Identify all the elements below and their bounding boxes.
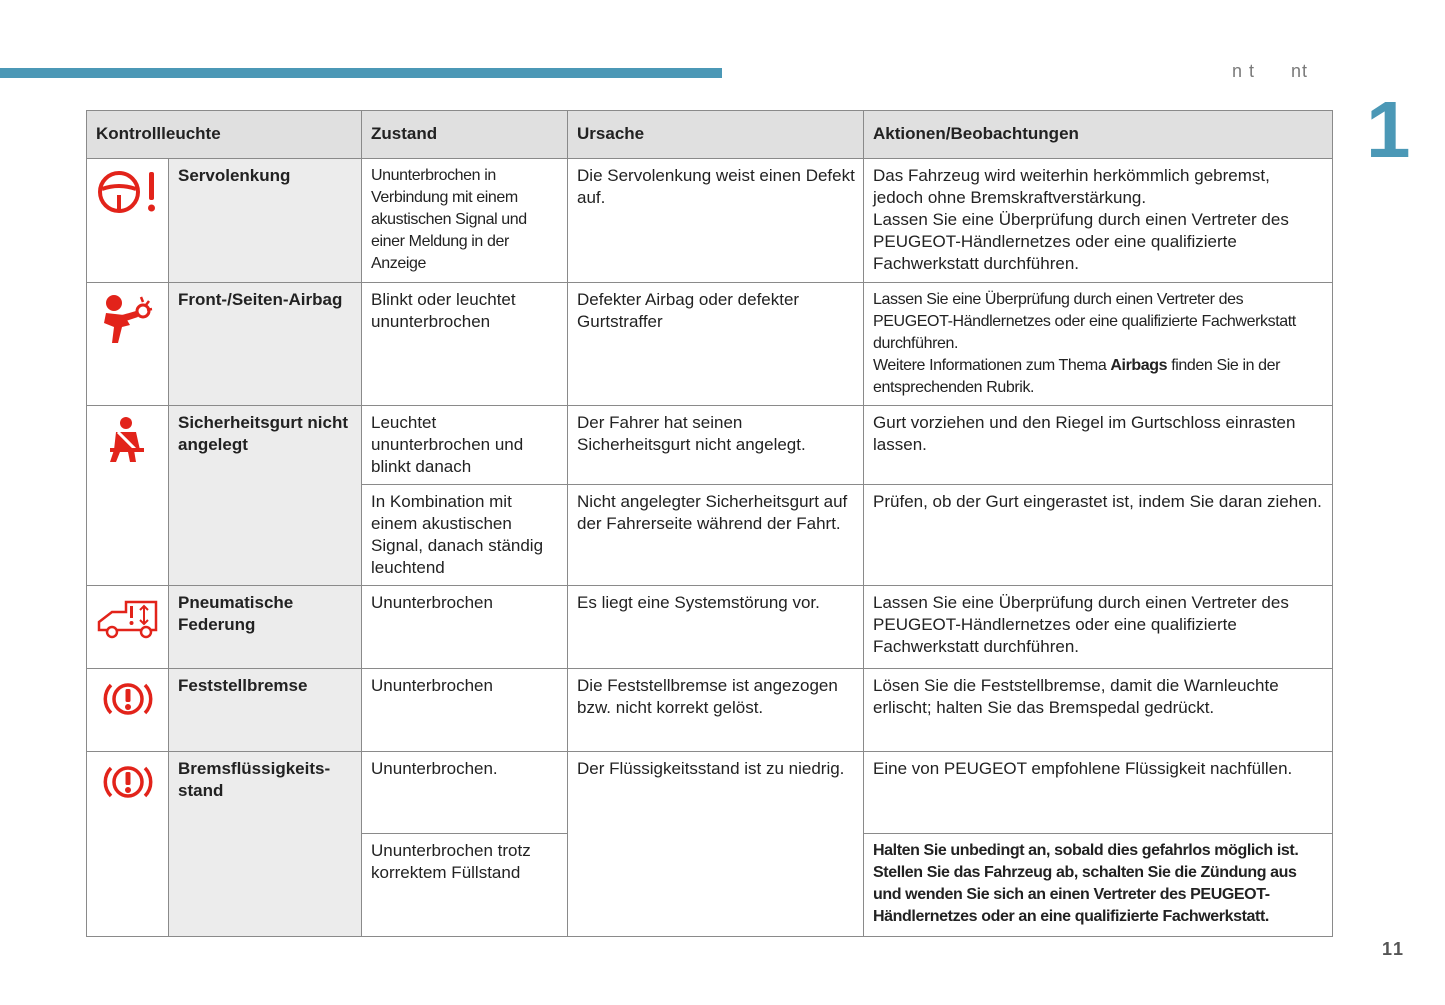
parking-brake-icon xyxy=(103,679,153,719)
row-name: Servolenkung xyxy=(169,159,362,283)
page-number: 11 xyxy=(1382,939,1406,959)
row-aktion xyxy=(864,283,1333,406)
icon-cell xyxy=(87,752,169,937)
row-ursache: Defekter Airbag oder defekter Gurtstraffer xyxy=(568,283,864,406)
row-ursache: Nicht angelegter Sicherheitsgurt auf der Fahrerseite während der Fahrt. xyxy=(568,485,864,586)
row-name: Sicherheitsgurt nicht angelegt xyxy=(169,406,362,586)
row-name: Front-/Seiten-Airbag xyxy=(169,283,362,406)
row-ursache: Der Flüssigkeitsstand ist zu niedrig. xyxy=(568,752,864,937)
row-aktion: Lösen Sie die Feststellbremse, damit die Warnleuchte erlischt; halten Sie das Bremspedal gedrückt. xyxy=(864,669,1333,752)
icon-cell xyxy=(87,159,169,283)
col-header-zustand: Zustand xyxy=(362,111,568,159)
running-title: n t nt xyxy=(1232,61,1309,81)
row-zustand: In Kombination mit einem akustischen Signal, danach ständig leuchtend xyxy=(362,485,568,586)
row-zustand: Ununterbrochen xyxy=(362,669,568,752)
icon-cell xyxy=(87,586,169,669)
row-aktion: Prüfen, ob der Gurt eingerastet ist, indem Sie daran ziehen. xyxy=(864,485,1333,586)
col-header-aktionen: Aktionen/Beobachtungen xyxy=(864,111,1333,159)
row-aktion xyxy=(864,159,1333,283)
row-aktion-line2: Lassen Sie eine Überprüfung durch einen Vertreter des PEUGEOT-Händlernetzes oder eine qualifizierte Fachwerkstatt durchführen. xyxy=(873,210,1289,273)
power-steering-warning-icon xyxy=(98,169,158,215)
row-aktion-critical: Halten Sie unbedingt an, sobald dies gefahrlos möglich ist. Stellen Sie das Fahrzeug ab, schalten Sie die Zündung aus und wenden Sie sich an einen Vertreter des PEUGEOT-Händlernetzes oder an eine qualifizierte Fachwerkstatt. xyxy=(864,834,1333,937)
table-row xyxy=(87,669,1333,752)
col-header-ursache: Ursache xyxy=(568,111,864,159)
row-zustand: Ununterbrochen in Verbindung mit einem akustischen Signal und einer Meldung in der Anzeige xyxy=(362,159,568,283)
row-ursache: Es liegt eine Systemstörung vor. xyxy=(568,586,864,669)
row-zustand: Leuchtet ununterbrochen und blinkt danach xyxy=(362,406,568,485)
row-aktion: Eine von PEUGEOT empfohlene Flüssigkeit nachfüllen. xyxy=(864,752,1333,834)
table-row xyxy=(87,406,1333,485)
icon-cell xyxy=(87,283,169,406)
aktion-text: finden Sie in der entsprechenden Rubrik. xyxy=(873,357,1281,396)
icon-cell xyxy=(87,406,169,586)
row-aktion-line1: Lassen Sie eine Überprüfung durch einen Vertreter des PEUGEOT-Händlernetzes oder eine qualifizierte Fachwerkstatt durchführen. xyxy=(873,291,1296,352)
table-header-row xyxy=(87,111,1333,159)
row-name: Feststellbremse xyxy=(169,669,362,752)
col-header-kontrollleuchte: Kontrollleuchte xyxy=(87,111,362,159)
row-zustand: Ununterbrochen trotz korrektem Füllstand xyxy=(362,834,568,937)
table-row xyxy=(87,752,1333,834)
row-aktion: Gurt vorziehen und den Riegel im Gurtschloss einrasten lassen. xyxy=(864,406,1333,485)
aktion-text: Weitere Informationen zum Thema xyxy=(873,357,1107,374)
row-zustand: Ununterbrochen. xyxy=(362,752,568,834)
row-zustand: Ununterbrochen xyxy=(362,586,568,669)
seatbelt-warning-icon xyxy=(106,416,150,464)
row-ursache: Der Fahrer hat seinen Sicherheitsgurt nicht angelegt. xyxy=(568,406,864,485)
pneumatic-suspension-icon xyxy=(96,596,160,640)
row-aktion-line2 xyxy=(873,355,1324,399)
table-row xyxy=(87,283,1333,406)
row-ursache: Die Servolenkung weist einen Defekt auf. xyxy=(568,159,864,283)
row-ursache: Die Feststellbremse ist angezogen bzw. nicht korrekt gelöst. xyxy=(568,669,864,752)
chapter-number: 1 xyxy=(1366,85,1411,174)
row-name: Bremsflüssigkeits-stand xyxy=(169,752,362,937)
row-name: Pneumatische Federung xyxy=(169,586,362,669)
icon-cell xyxy=(87,669,169,752)
aktion-bold-term: Airbags xyxy=(1110,357,1168,374)
header-accent-bar xyxy=(0,68,722,78)
row-zustand: Blinkt oder leuchtet ununterbrochen xyxy=(362,283,568,406)
row-aktion-line1: Das Fahrzeug wird weiterhin herkömmlich gebremst, jedoch ohne Bremskraftverstärkung. xyxy=(873,166,1270,207)
table-row xyxy=(87,159,1333,283)
airbag-warning-icon xyxy=(100,293,156,345)
warning-lights-table xyxy=(86,110,1333,937)
brake-fluid-icon xyxy=(103,762,153,802)
table-row xyxy=(87,586,1333,669)
row-aktion: Lassen Sie eine Überprüfung durch einen Vertreter des PEUGEOT-Händlernetzes oder eine qualifizierte Fachwerkstatt durchführen. xyxy=(864,586,1333,669)
